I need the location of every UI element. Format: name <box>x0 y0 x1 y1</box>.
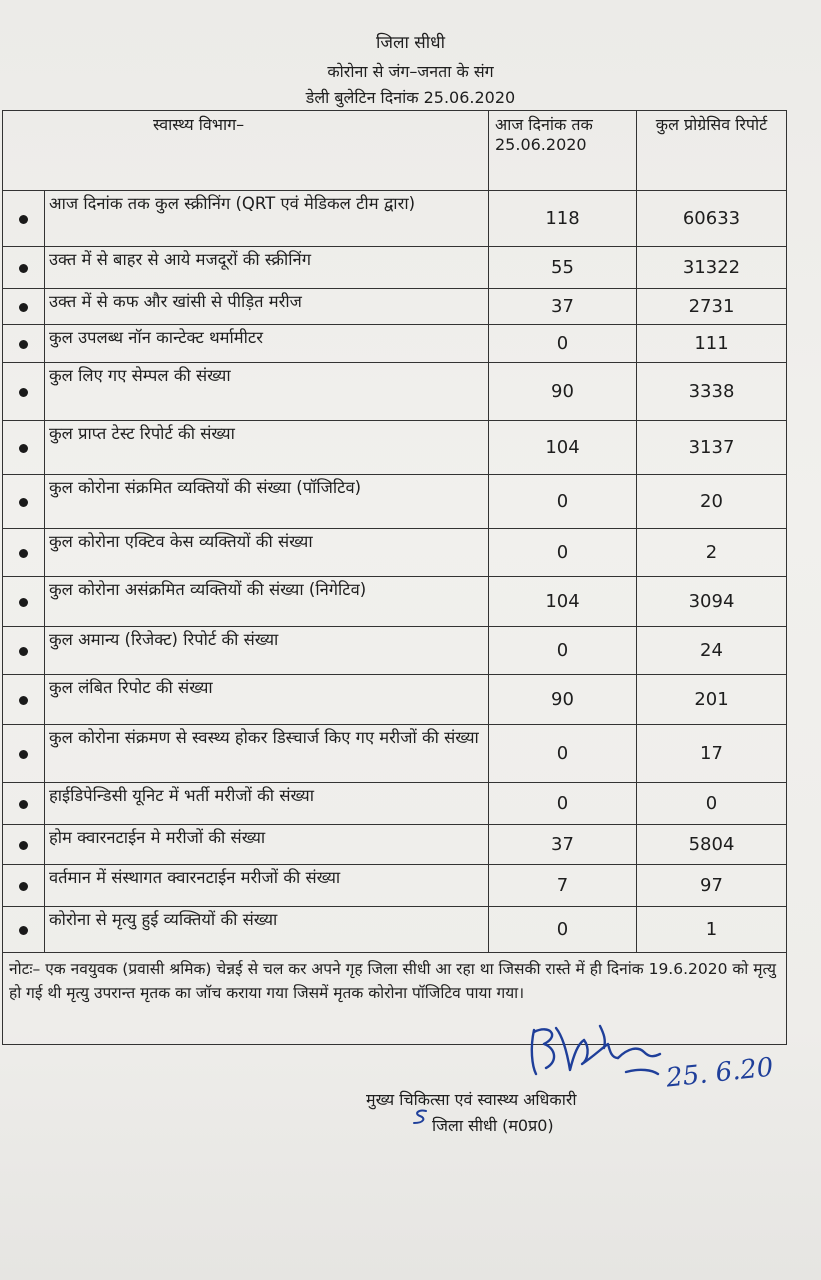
today-value: 90 <box>489 363 637 421</box>
table-row <box>3 475 787 529</box>
row-label: हाईडिपेन्डिसी यूनिट में भर्ती मरीजों की संख्या <box>45 783 489 825</box>
row-label: कुल कोरोना संक्रमित व्यक्तियों की संख्या (पॉजिटिव) <box>45 475 489 529</box>
today-value: 0 <box>489 475 637 529</box>
table-row <box>3 529 787 577</box>
table-row <box>3 865 787 907</box>
table-row <box>3 289 787 325</box>
officer-title: मुख्य चिकित्सा एवं स्वास्थ्य अधिकारी <box>366 1090 577 1109</box>
progressive-value: 5804 <box>637 825 787 865</box>
table-row <box>3 363 787 421</box>
bullet-icon <box>3 577 45 627</box>
progressive-value: 20 <box>637 475 787 529</box>
today-value: 0 <box>489 325 637 363</box>
bullet-icon <box>3 247 45 289</box>
today-value: 55 <box>489 247 637 289</box>
row-label: उक्त में से बाहर से आये मजदूरों की स्क्रीनिंग <box>45 247 489 289</box>
table-row <box>3 421 787 475</box>
table-row <box>3 577 787 627</box>
today-value: 90 <box>489 675 637 725</box>
today-value: 37 <box>489 289 637 325</box>
progressive-value: 97 <box>637 865 787 907</box>
row-label: होम क्वारनटाईन मे मरीजों की संख्या <box>45 825 489 865</box>
row-label: कुल कोरोना संक्रमण से स्वस्थ्य होकर डिस्चार्ज किए गए मरीजों की संख्या <box>45 725 489 783</box>
progressive-value: 60633 <box>637 191 787 247</box>
bullet-icon <box>3 865 45 907</box>
table-row <box>3 627 787 675</box>
progressive-column-header: कुल प्रोग्रेसिव रिपोर्ट <box>637 111 787 191</box>
bullet-icon <box>3 907 45 953</box>
progressive-value: 31322 <box>637 247 787 289</box>
row-label: कुल अमान्य (रिजेक्ट) रिपोर्ट की संख्या <box>45 627 489 675</box>
bullet-icon <box>3 725 45 783</box>
progressive-value: 0 <box>637 783 787 825</box>
today-value: 0 <box>489 627 637 675</box>
table-row <box>3 907 787 953</box>
today-value: 104 <box>489 421 637 475</box>
table-row <box>3 247 787 289</box>
bullet-icon <box>3 475 45 529</box>
row-label: कुल उपलब्ध नॉन कान्टेक्ट थर्मामीटर <box>45 325 489 363</box>
bullet-icon <box>3 363 45 421</box>
row-label: उक्त में से कफ और खांसी से पीड़ित मरीज <box>45 289 489 325</box>
initial-mark <box>410 1108 432 1130</box>
row-label: कुल लंबित रिपोट की संख्या <box>45 675 489 725</box>
today-value: 7 <box>489 865 637 907</box>
table-row <box>3 783 787 825</box>
table-row <box>3 825 787 865</box>
bullet-icon <box>3 325 45 363</box>
bullet-icon <box>3 289 45 325</box>
bulletin-date-heading: डेली बुलेटिन दिनांक 25.06.2020 <box>305 88 516 107</box>
today-value: 0 <box>489 907 637 953</box>
table-row <box>3 325 787 363</box>
today-value: 0 <box>489 529 637 577</box>
bullet-icon <box>3 825 45 865</box>
table-row <box>3 191 787 247</box>
today-value: 0 <box>489 783 637 825</box>
signature-date: 25. 6.20 <box>664 1052 775 1094</box>
bullet-icon <box>3 191 45 247</box>
row-label: कुल कोरोना एक्टिव केस व्यक्तियों की संख्या <box>45 529 489 577</box>
progressive-value: 111 <box>637 325 787 363</box>
bulletin-table-wrapper <box>2 110 787 1038</box>
progressive-value: 1 <box>637 907 787 953</box>
progressive-value: 17 <box>637 725 787 783</box>
note-text: नोटः– एक नवयुवक (प्रवासी श्रमिक) चेन्नई से चल कर अपने गृह जिला सीधी आ रहा था जिसकी रास्ते में ही दिनांक 19.6.2020 को मृत्यु हो गई थी मृत्यु उपरान्त मृतक का जॉच कराया गया जिसमें मृतक कोरोना पॉजिटिव पाया गया। <box>3 953 787 1045</box>
progressive-value: 24 <box>637 627 787 675</box>
today-value: 0 <box>489 725 637 783</box>
bullet-icon <box>3 529 45 577</box>
row-label: आज दिनांक तक कुल स्क्रीनिंग (QRT एवं मेडिकल टीम द्वारा) <box>45 191 489 247</box>
progressive-value: 2731 <box>637 289 787 325</box>
bullet-icon <box>3 783 45 825</box>
progressive-value: 3338 <box>637 363 787 421</box>
campaign-slogan: कोरोना से जंग–जनता के संग <box>327 62 494 81</box>
table-row <box>3 675 787 725</box>
row-label: कुल प्राप्त टेस्ट रिपोर्ट की संख्या <box>45 421 489 475</box>
row-label: कुल कोरोना असंक्रमित व्यक्तियों की संख्या (निगेटिव) <box>45 577 489 627</box>
progressive-value: 3137 <box>637 421 787 475</box>
progressive-value: 201 <box>637 675 787 725</box>
bulletin-table <box>2 110 787 1045</box>
bullet-icon <box>3 627 45 675</box>
row-label: कोरोना से मृत्यु हुई व्यक्तियों की संख्या <box>45 907 489 953</box>
today-column-header: आज दिनांक तक 25.06.2020 <box>489 111 637 191</box>
table-header-row <box>3 111 787 191</box>
today-value: 37 <box>489 825 637 865</box>
progressive-value: 3094 <box>637 577 787 627</box>
table-row <box>3 725 787 783</box>
progressive-value: 2 <box>637 529 787 577</box>
today-value: 104 <box>489 577 637 627</box>
bullet-icon <box>3 675 45 725</box>
bullet-icon <box>3 421 45 475</box>
officer-district: जिला सीधी (म0प्र0) <box>432 1116 554 1135</box>
today-value: 118 <box>489 191 637 247</box>
department-header: स्वास्थ्य विभाग– <box>3 111 489 191</box>
row-label: वर्तमान में संस्थागत क्वारनटाईन मरीजों की संख्या <box>45 865 489 907</box>
district-heading: जिला सीधी <box>375 33 446 53</box>
row-label: कुल लिए गए सेम्पल की संख्या <box>45 363 489 421</box>
